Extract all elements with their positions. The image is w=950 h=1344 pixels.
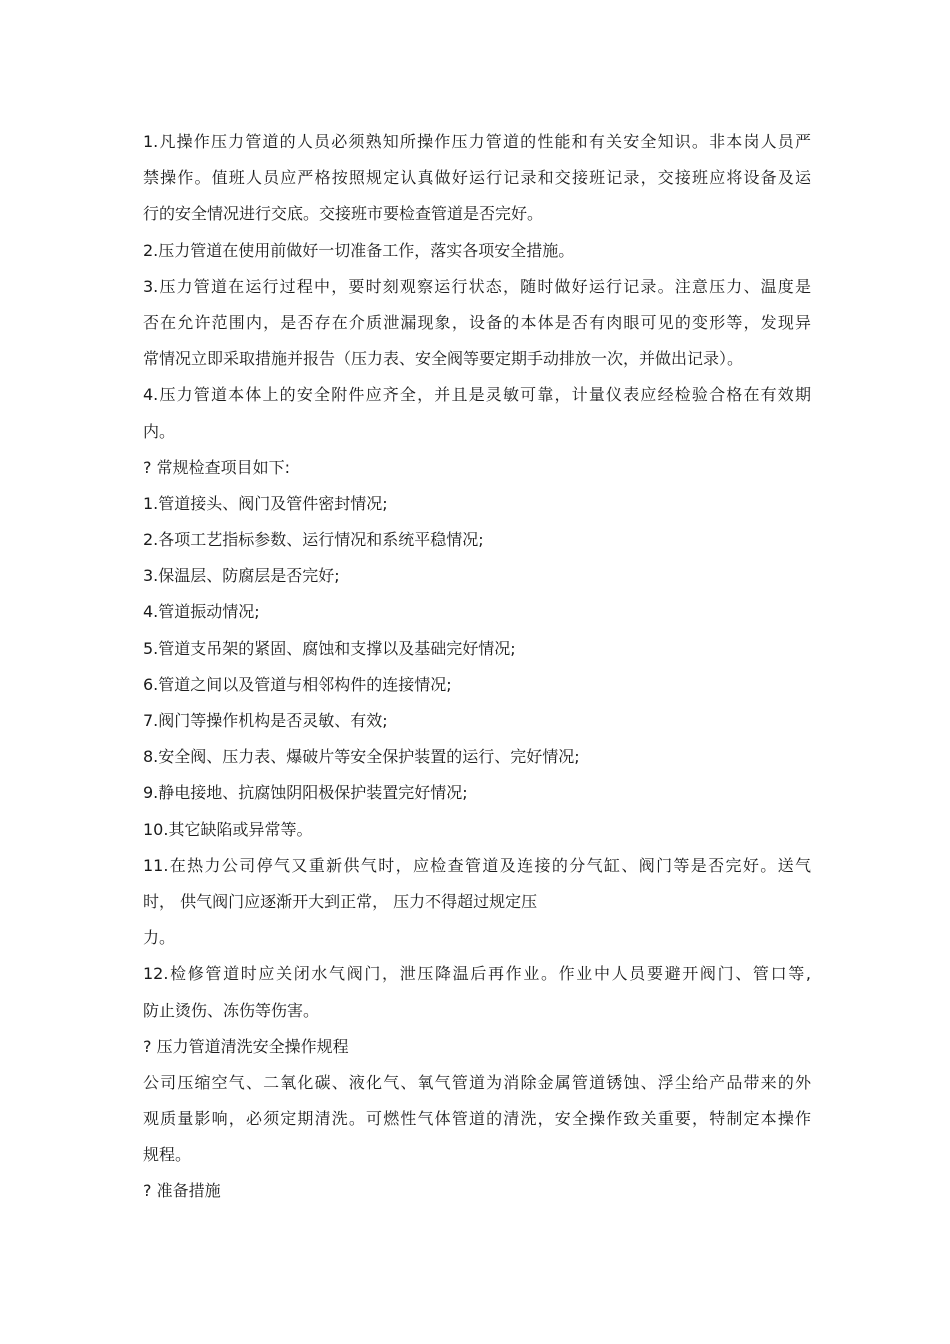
paragraph-line: 1.凡操作压力管道的人员必须熟知所操作压力管道的性能和有关安全知识。非本岗人员严 — [143, 132, 811, 151]
paragraph-line: 10.其它缺陷或异常等。 — [143, 819, 313, 839]
paragraph-line: 6.管道之间以及管道与相邻构件的连接情况; — [143, 674, 452, 694]
paragraph-line: 防止烫伤、冻伤等伤害。 — [143, 1000, 320, 1020]
paragraph-line: 行的安全情况进行交底。交接班市要检查管道是否完好。 — [143, 204, 544, 224]
document-body — [143, 124, 811, 1210]
paragraph-line: ? 压力管道清洗安全操作规程 — [143, 1036, 349, 1056]
paragraph-line: 常情况立即采取措施并报告（压力表、安全阀等要定期手动排放一次，并做出记录）。 — [143, 349, 744, 369]
paragraph-line: 禁操作。值班人员应严格按照规定认真做好运行记录和交接班记录，交接班应将设备及运 — [143, 168, 811, 188]
paragraph-line: 2.各项工艺指标参数、运行情况和系统平稳情况; — [143, 530, 484, 550]
paragraph-line: 12.检修管道时应关闭水气阀门，泄压降温后再作业。作业中人员要避开阀门、管口等, — [143, 964, 811, 984]
paragraph-line: 力。 — [143, 928, 176, 948]
paragraph-line: 规程。 — [143, 1145, 192, 1165]
paragraph-line: 9.静电接地、抗腐蚀阴阳极保护装置完好情况; — [143, 783, 468, 803]
paragraph-line: 3.保温层、防腐层是否完好; — [143, 566, 340, 586]
paragraph-line: ? 常规检查项目如下: — [143, 457, 290, 477]
paragraph-line: 4.压力管道本体上的安全附件应齐全，并且是灵敏可靠，计量仪表应经检验合格在有效期 — [143, 385, 811, 405]
paragraph-line: 11.在热力公司停气又重新供气时，应检查管道及连接的分气缸、阀门等是否完好。送气 — [143, 855, 811, 875]
paragraph-line: 内。 — [143, 421, 176, 441]
paragraph-line: 4.管道振动情况; — [143, 602, 260, 622]
paragraph-line: 否在允许范围内，是否存在介质泄漏现象，设备的本体是否有肉眼可见的变形等，发现异 — [143, 312, 811, 332]
paragraph-line: ? 准备措施 — [143, 1181, 221, 1201]
paragraph-line: 7.阀门等操作机构是否灵敏、有效; — [143, 711, 388, 730]
paragraph-line: 公司压缩空气、二氧化碳、液化气、氧气管道为消除金属管道锈蚀、浮尘给产品带来的外 — [143, 1072, 811, 1092]
paragraph-line: 1.管道接头、阀门及管件密封情况; — [143, 493, 388, 513]
paragraph-line: 时， 供气阀门应逐渐开大到正常， 压力不得超过规定压 — [143, 891, 538, 911]
paragraph-line: 观质量影响，必须定期清洗。可燃性气体管道的清洗，安全操作致关重要，特制定本操作 — [143, 1109, 811, 1129]
paragraph-line: 3.压力管道在运行过程中，要时刻观察运行状态，随时做好运行记录。注意压力、温度是 — [143, 276, 811, 296]
paragraph-line: 2.压力管道在使用前做好一切准备工作，落实各项安全措施。 — [143, 240, 575, 260]
paragraph-line: 5.管道支吊架的紧固、腐蚀和支撑以及基础完好情况; — [143, 638, 516, 658]
paragraph-line: 8.安全阀、压力表、爆破片等安全保护装置的运行、完好情况; — [143, 747, 580, 767]
